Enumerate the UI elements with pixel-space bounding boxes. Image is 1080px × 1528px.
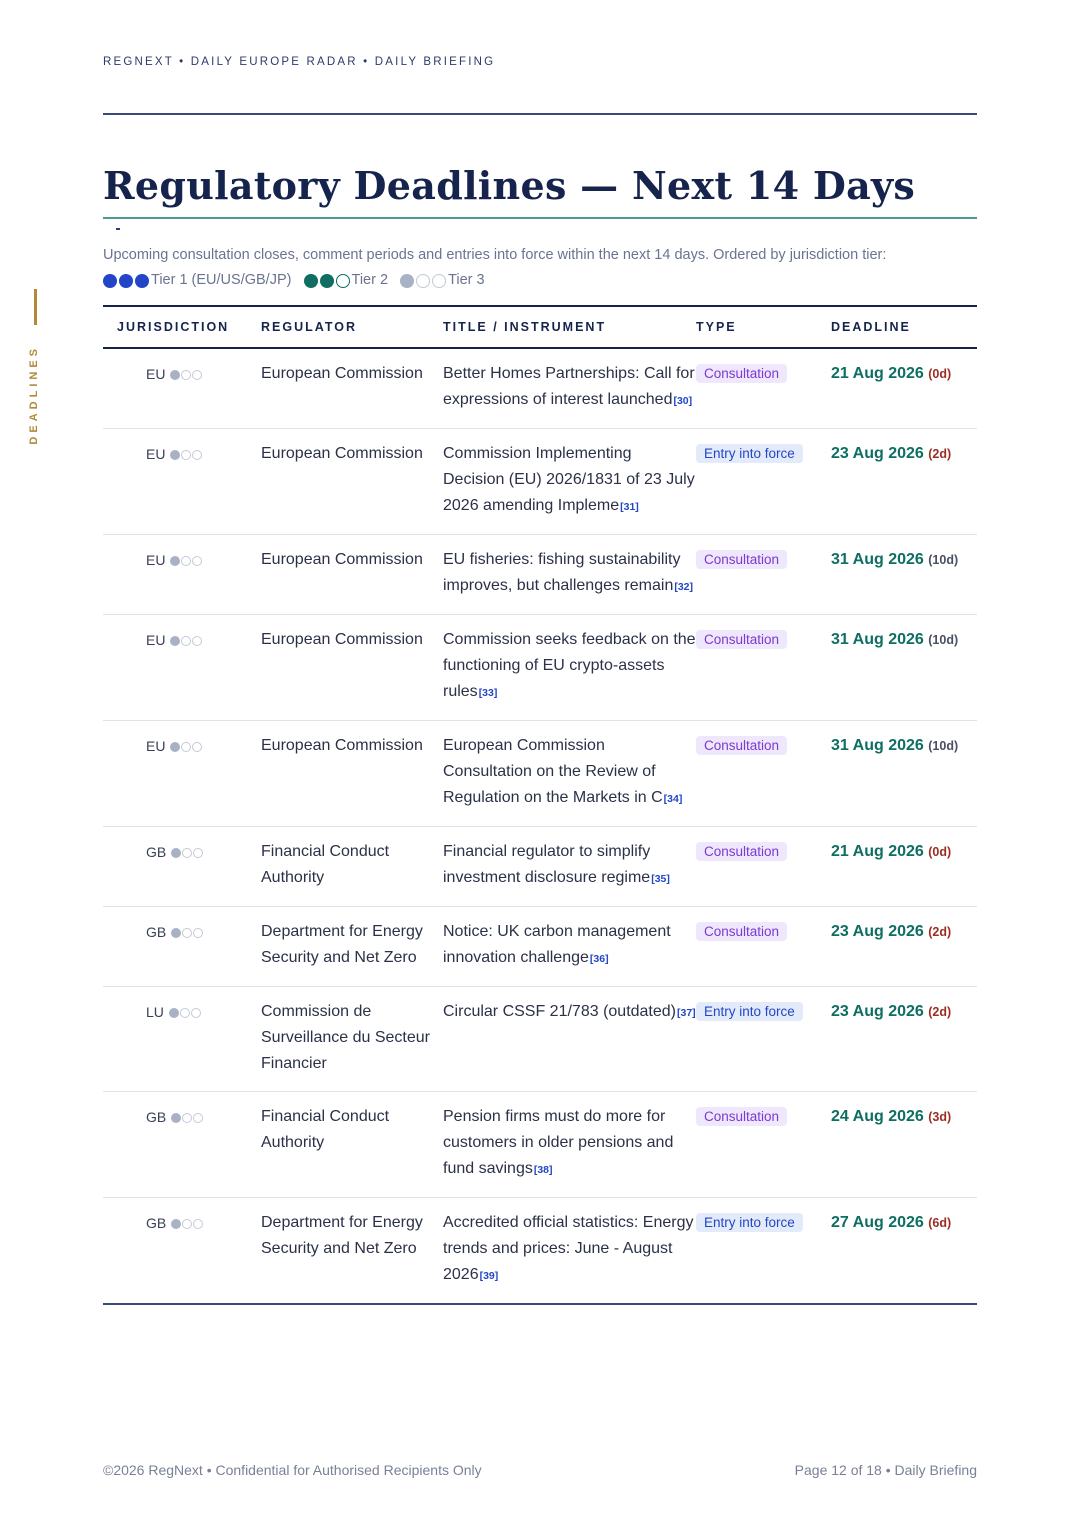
jurisdiction-cell bbox=[103, 1092, 261, 1198]
reference-link[interactable]: [32] bbox=[674, 581, 694, 593]
tier2-label: Tier 2 bbox=[351, 272, 389, 288]
title-cell bbox=[443, 429, 696, 535]
regulator-cell: European Commission bbox=[261, 551, 423, 568]
deadline-date: 31 Aug 2026 bbox=[831, 551, 924, 568]
jurisdiction-code: GB bbox=[146, 844, 167, 860]
jurisdiction-cell bbox=[103, 348, 261, 429]
title-cell bbox=[443, 987, 696, 1092]
tier-dot-icon bbox=[171, 1219, 181, 1229]
instrument-title: Notice: UK carbon management innovation challenge bbox=[443, 923, 671, 966]
jurisdiction-code: EU bbox=[146, 446, 166, 462]
section-side-label: DEADLINES bbox=[28, 345, 40, 445]
days-remaining: (2d) bbox=[928, 925, 952, 939]
reference-link[interactable]: [33] bbox=[478, 687, 498, 699]
column-header-type: TYPE bbox=[696, 320, 737, 334]
tier-dot-icon bbox=[171, 848, 181, 858]
tier-dot-empty-icon bbox=[192, 370, 202, 380]
type-cell bbox=[696, 348, 831, 429]
title-cell bbox=[443, 1198, 696, 1305]
type-badge: Consultation bbox=[696, 364, 787, 383]
jurisdiction-code: LU bbox=[146, 1004, 164, 1020]
deadline-date: 21 Aug 2026 bbox=[831, 365, 924, 382]
table-body bbox=[103, 348, 977, 1304]
header-meta: REGNEXT • DAILY EUROPE RADAR • DAILY BRIEFING bbox=[103, 56, 496, 68]
deadline-date: 24 Aug 2026 bbox=[831, 1108, 924, 1125]
regulator-cell: European Commission bbox=[261, 737, 423, 754]
deadline-cell bbox=[831, 615, 977, 721]
tier1-legend bbox=[103, 268, 291, 293]
tier3-legend bbox=[400, 268, 485, 293]
type-cell bbox=[696, 1092, 831, 1198]
reference-link[interactable]: [30] bbox=[673, 395, 693, 407]
table-row bbox=[103, 827, 977, 907]
reference-link[interactable]: [34] bbox=[663, 793, 683, 805]
deadline-cell bbox=[831, 721, 977, 827]
tier-dot-empty-icon bbox=[193, 848, 203, 858]
tier-dot-icon bbox=[400, 274, 414, 288]
type-cell bbox=[696, 827, 831, 907]
page-title: Regulatory Deadlines — Next 14 Days bbox=[103, 163, 916, 208]
tier-dot-empty-icon bbox=[182, 1219, 192, 1229]
deadline-cell bbox=[831, 1198, 977, 1305]
instrument-title: Commission Implementing Decision (EU) 2026/1831 of 23 July 2026 amending Impleme bbox=[443, 445, 695, 514]
deadline-cell bbox=[831, 1092, 977, 1198]
jurisdiction-cell bbox=[103, 987, 261, 1092]
tier1-label: Tier 1 (EU/US/GB/JP) bbox=[151, 272, 292, 288]
jurisdiction-cell bbox=[103, 615, 261, 721]
instrument-title: Commission seeks feedback on the functioning of EU crypto-assets rules bbox=[443, 631, 696, 700]
deadline-cell bbox=[831, 827, 977, 907]
days-remaining: (2d) bbox=[928, 1005, 952, 1019]
jurisdiction-code: EU bbox=[146, 366, 166, 382]
tier-dot-empty-icon bbox=[181, 636, 191, 646]
regulator-cell: European Commission bbox=[261, 445, 423, 462]
deadline-date: 23 Aug 2026 bbox=[831, 1003, 924, 1020]
tier-dot-empty-icon bbox=[192, 636, 202, 646]
days-remaining: (10d) bbox=[928, 633, 959, 647]
tier-dot-empty-icon bbox=[192, 556, 202, 566]
tier-dot-icon bbox=[170, 370, 180, 380]
tier-dot-empty-icon bbox=[182, 848, 192, 858]
instrument-title: Financial regulator to simplify investment disclosure regime bbox=[443, 843, 651, 886]
tier-dot-icon bbox=[119, 274, 133, 288]
header-divider bbox=[103, 113, 977, 115]
tier-dot-empty-icon bbox=[191, 1008, 201, 1018]
jurisdiction-cell bbox=[103, 907, 261, 987]
days-remaining: (2d) bbox=[928, 447, 952, 461]
deadline-date: 31 Aug 2026 bbox=[831, 737, 924, 754]
title-cell bbox=[443, 907, 696, 987]
jurisdiction-cell bbox=[103, 721, 261, 827]
tier-dot-empty-icon bbox=[181, 450, 191, 460]
table-row bbox=[103, 615, 977, 721]
instrument-title: Better Homes Partnerships: Call for expressions of interest launched bbox=[443, 365, 695, 408]
title-cell bbox=[443, 721, 696, 827]
tier-dot-icon bbox=[171, 928, 181, 938]
jurisdiction-code: GB bbox=[146, 924, 167, 940]
jurisdiction-code: EU bbox=[146, 632, 166, 648]
deadline-date: 31 Aug 2026 bbox=[831, 631, 924, 648]
tier-dot-icon bbox=[304, 274, 318, 288]
type-badge: Consultation bbox=[696, 922, 787, 941]
deadlines-table bbox=[103, 305, 977, 1305]
deadline-cell bbox=[831, 907, 977, 987]
instrument-title: Circular CSSF 21/783 (outdated) bbox=[443, 1003, 676, 1020]
table-row bbox=[103, 348, 977, 429]
table-row bbox=[103, 429, 977, 535]
type-cell bbox=[696, 615, 831, 721]
tier3-label: Tier 3 bbox=[448, 272, 485, 288]
tier-dot-icon bbox=[170, 556, 180, 566]
jurisdiction-cell bbox=[103, 1198, 261, 1305]
deadline-date: 23 Aug 2026 bbox=[831, 445, 924, 462]
tier-dot-icon bbox=[170, 742, 180, 752]
table-row bbox=[103, 1198, 977, 1305]
tier-dot-icon bbox=[135, 274, 149, 288]
deadline-date: 27 Aug 2026 bbox=[831, 1214, 924, 1231]
reference-link[interactable]: [35] bbox=[651, 873, 670, 885]
tier-dot-empty-icon bbox=[182, 928, 192, 938]
instrument-title: EU fisheries: fishing sustainability improves, but challenges remain bbox=[443, 551, 681, 594]
table-row bbox=[103, 721, 977, 827]
reference-link[interactable]: [38] bbox=[533, 1164, 553, 1176]
title-cell bbox=[443, 615, 696, 721]
tier-dot-icon bbox=[171, 1113, 181, 1123]
type-badge: Entry into force bbox=[696, 1213, 803, 1232]
type-cell bbox=[696, 429, 831, 535]
jurisdiction-code: EU bbox=[146, 738, 166, 754]
days-remaining: (10d) bbox=[928, 553, 959, 567]
column-header-deadline: DEADLINE bbox=[831, 320, 911, 334]
tier-dot-empty-icon bbox=[193, 1113, 203, 1123]
tier-dot-icon bbox=[170, 450, 180, 460]
tier-dot-icon bbox=[103, 274, 117, 288]
tier-dot-empty-icon bbox=[181, 556, 191, 566]
type-badge: Consultation bbox=[696, 550, 787, 569]
title-divider bbox=[103, 217, 977, 219]
tier-dot-empty-icon bbox=[416, 274, 430, 288]
deadline-cell bbox=[831, 987, 977, 1092]
title-cell bbox=[443, 1092, 696, 1198]
intro-text bbox=[103, 243, 977, 297]
days-remaining: (3d) bbox=[928, 1110, 952, 1124]
table-header-row bbox=[103, 306, 977, 348]
tier-dot-empty-icon bbox=[193, 1219, 203, 1229]
type-badge: Consultation bbox=[696, 842, 787, 861]
tier-dot-icon bbox=[169, 1008, 179, 1018]
type-badge: Consultation bbox=[696, 1107, 787, 1126]
table-row bbox=[103, 1092, 977, 1198]
footer-copyright: ©2026 RegNext • Confidential for Authorised Recipients Only bbox=[103, 1462, 482, 1478]
type-cell bbox=[696, 535, 831, 615]
deadline-date: 23 Aug 2026 bbox=[831, 923, 924, 940]
tier-dot-icon bbox=[320, 274, 334, 288]
instrument-title: Pension firms must do more for customers in older pensions and fund savings bbox=[443, 1108, 674, 1177]
title-cell bbox=[443, 827, 696, 907]
type-badge: Entry into force bbox=[696, 444, 803, 463]
tier-dot-empty-icon bbox=[336, 274, 350, 288]
title-cell bbox=[443, 535, 696, 615]
tier-dot-empty-icon bbox=[180, 1008, 190, 1018]
jurisdiction-cell bbox=[103, 535, 261, 615]
deadline-date: 21 Aug 2026 bbox=[831, 843, 924, 860]
days-remaining: (0d) bbox=[928, 845, 952, 859]
regulator-cell: Department for Energy Security and Net Zero bbox=[261, 923, 423, 966]
column-header-jurisdiction: JURISDICTION bbox=[117, 320, 230, 334]
regulator-cell: European Commission bbox=[261, 365, 423, 382]
jurisdiction-cell bbox=[103, 429, 261, 535]
type-cell bbox=[696, 987, 831, 1092]
type-badge: Entry into force bbox=[696, 1002, 803, 1021]
days-remaining: (0d) bbox=[928, 367, 952, 381]
reference-link[interactable]: [39] bbox=[479, 1270, 499, 1282]
deadline-cell bbox=[831, 535, 977, 615]
tier-dot-empty-icon bbox=[192, 742, 202, 752]
regulator-cell: Financial Conduct Authority bbox=[261, 843, 390, 886]
regulator-cell: Commission de Surveillance du Secteur Financier bbox=[261, 1003, 430, 1072]
reference-link[interactable]: [36] bbox=[589, 953, 609, 965]
intro-description: Upcoming consultation closes, comment periods and entries into force within the next 14 days. Ordered by jurisdiction tier: bbox=[103, 247, 887, 263]
jurisdiction-code: GB bbox=[146, 1215, 167, 1231]
tier-dot-empty-icon bbox=[193, 928, 203, 938]
days-remaining: (10d) bbox=[928, 739, 959, 753]
type-cell bbox=[696, 721, 831, 827]
tier2-legend bbox=[304, 268, 389, 293]
type-badge: Consultation bbox=[696, 736, 787, 755]
tier-dot-empty-icon bbox=[432, 274, 446, 288]
deadline-cell bbox=[831, 348, 977, 429]
title-cell bbox=[443, 348, 696, 429]
instrument-title: European Commission Consultation on the Review of Regulation on the Markets in C bbox=[443, 737, 663, 806]
column-header-regulator: REGULATOR bbox=[261, 320, 358, 334]
jurisdiction-cell bbox=[103, 827, 261, 907]
tier-dot-empty-icon bbox=[181, 370, 191, 380]
column-header-title: TITLE / INSTRUMENT bbox=[443, 320, 607, 334]
jurisdiction-code: EU bbox=[146, 552, 166, 568]
type-cell bbox=[696, 1198, 831, 1305]
table-row bbox=[103, 987, 977, 1092]
jurisdiction-code: GB bbox=[146, 1109, 167, 1125]
tier-dot-empty-icon bbox=[192, 450, 202, 460]
regulator-cell: Financial Conduct Authority bbox=[261, 1108, 390, 1151]
regulator-cell: Department for Energy Security and Net Zero bbox=[261, 1214, 423, 1257]
tier-dot-empty-icon bbox=[182, 1113, 192, 1123]
type-badge: Consultation bbox=[696, 630, 787, 649]
type-cell bbox=[696, 907, 831, 987]
tier-dot-empty-icon bbox=[181, 742, 191, 752]
tier-dot-icon bbox=[170, 636, 180, 646]
deadline-cell bbox=[831, 429, 977, 535]
reference-link[interactable]: [37] bbox=[677, 1007, 696, 1019]
table-row bbox=[103, 535, 977, 615]
instrument-title: Accredited official statistics: Energy trends and prices: June - August 2026 bbox=[443, 1214, 694, 1283]
days-remaining: (6d) bbox=[928, 1216, 952, 1230]
side-accent-bar bbox=[34, 289, 37, 325]
footer-page-number: Page 12 of 18 • Daily Briefing bbox=[794, 1462, 977, 1478]
table-row bbox=[103, 907, 977, 987]
regulator-cell: European Commission bbox=[261, 631, 423, 648]
reference-link[interactable]: [31] bbox=[620, 501, 639, 513]
title-tick-mark bbox=[116, 228, 120, 230]
